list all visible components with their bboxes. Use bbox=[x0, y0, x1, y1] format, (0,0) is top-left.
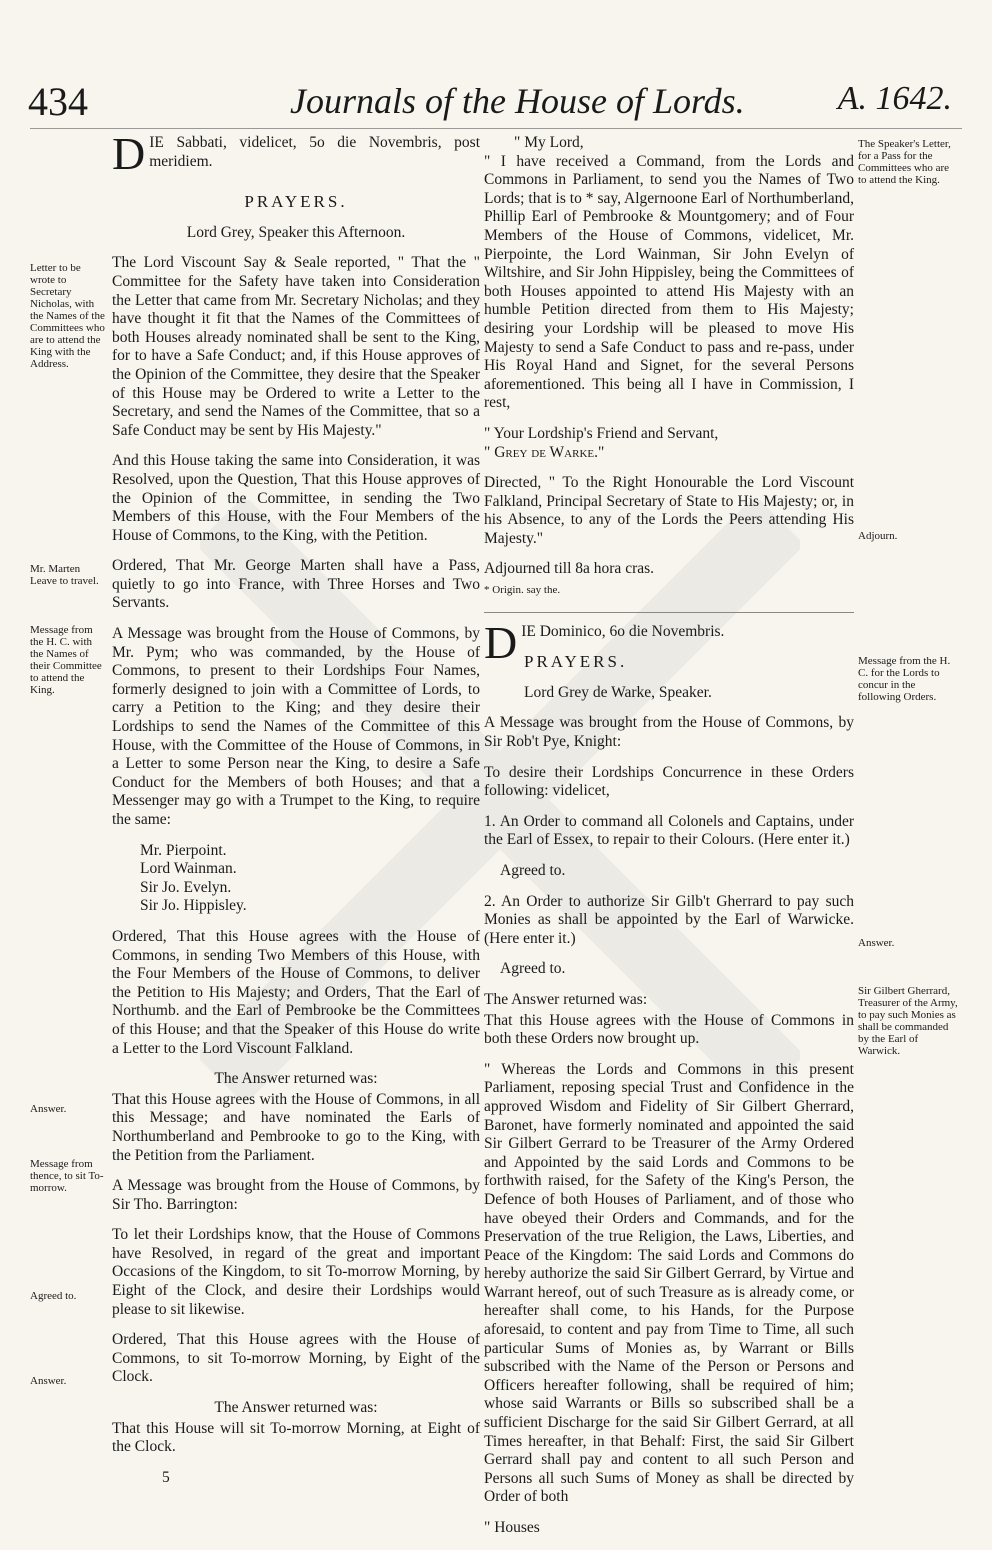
session-date: IE Sabbati, videlicet, 5o die Novembris, post meridiem. bbox=[149, 134, 480, 170]
paragraph: The Answer returned was: bbox=[484, 990, 648, 1008]
margin-note: Message from the H. C. for the Lords to concur in the following Orders. bbox=[858, 655, 951, 703]
paragraph: Agreed to. bbox=[500, 960, 566, 978]
paragraph: Ordered, That this House agrees with the House of Commons, in sending Two Members of this House, with the Four Members of the House of Commons, to deliver the Petition to His Majesty; and Orders, That the Earl of Northumb. and the Earl of Pembrooke be the Committees of this House; and that the Speaker of this House do write a Letter to the Lord Viscount Falkland. bbox=[112, 927, 480, 1057]
speaker-line: Lord Grey, Speaker this Afternoon. bbox=[186, 223, 406, 241]
adjourned-line: Adjourned till 8a hora cras. bbox=[484, 560, 655, 578]
margin-note: Answer. bbox=[858, 937, 895, 949]
footnote: * Origin. say the. bbox=[484, 584, 561, 597]
page-number: 434 bbox=[28, 79, 88, 124]
header-rule bbox=[30, 128, 962, 129]
paragraph: That this House agrees with the House of Commons, in all this Message; and have nominated the Earls of Northumberland and Pembrooke to go to the King, with the Petition from the Parliament. bbox=[112, 1090, 480, 1164]
paragraph: That this House agrees with the House of Commons in both these Orders now brought up. bbox=[484, 1011, 854, 1048]
committee-names bbox=[140, 842, 480, 916]
prayers-heading: PRAYERS. bbox=[524, 652, 628, 672]
committee-name: Lord Wainman. bbox=[140, 860, 237, 878]
committee-name: Mr. Pierpoint. bbox=[140, 841, 227, 859]
salutation: " My Lord, bbox=[514, 134, 584, 151]
paragraph: The Answer returned was: bbox=[214, 1070, 378, 1088]
section-divider bbox=[484, 612, 854, 613]
paragraph: A Message was brought from the House of Commons, by Sir Rob't Pye, Knight: bbox=[484, 714, 854, 751]
page-title: Journals of the House of Lords. bbox=[290, 81, 745, 121]
margin-note: The Speaker's Letter, for a Pass for the Committees who are to attend the King. bbox=[858, 138, 951, 186]
page-year: A. 1642. bbox=[837, 80, 952, 117]
right-column bbox=[484, 134, 854, 1550]
prayers-heading: PRAYERS. bbox=[244, 192, 348, 212]
paragraph: Agreed to. bbox=[500, 862, 566, 879]
session-date: IE Dominico, 6o die Novembris. bbox=[521, 622, 725, 640]
letter-closing: " Your Lordship's Friend and Servant, bbox=[484, 424, 719, 442]
paragraph: And this House taking the same into Consideration, it was Resolved, upon the Question, That this House approves of the Opinion of the Committee, in sending the Two Members of this House, with the Four Members of the House of Commons, to the King, with the Petition. bbox=[112, 452, 480, 544]
drop-cap: D bbox=[112, 128, 146, 179]
paragraph: Ordered, That Mr. George Marten shall have a Pass, quietly to go into France, with Three Horses and Two Servants. bbox=[112, 557, 480, 612]
margin-note: Message from the H. C. with the Names of their Committee to attend the King. bbox=[30, 624, 102, 696]
left-column bbox=[112, 128, 480, 1499]
margin-note: Letter to be wrote to Secretary Nicholas, with the Names of the Committees who are to attend the King with the Address. bbox=[30, 262, 105, 370]
letter-body: " I have received a Command, from the Lords and Commons in Parliament, to send you the Names of Two Lords; that is to * say, Algernoone Earl of Northumberland, Phillip Earl of Pembrooke & Mountgomery; and of Four Members of the House of Commons, videlicet, Mr. Pierpointe, the Lord Wainman, Sir John Evelyn of Wiltshire, and Sir John Hippisley, being the Committees of both Houses appointed to attend His Majesty with an humble Petition directed from them to His Majesty; desiring your Lordship will be pleased to move His Majesty to send a Safe Conduct to pass and re-pass, under His Royal Hand and Signet, for the several Persons aforementioned. This being all I have in Commission, I rest, bbox=[484, 152, 854, 412]
drop-cap: D bbox=[484, 616, 518, 668]
committee-name: Sir Jo. Hippisley. bbox=[140, 897, 247, 915]
paragraph: To let their Lordships know, that the House of Commons have Resolved, in regard of the great and important Occasions of the Kingdom, to sit To-morrow Morning, by Eight of the Clock, and desire their Lordships would please to sit likewise. bbox=[112, 1226, 480, 1318]
margin-note: Answer. bbox=[30, 1375, 67, 1387]
letter-signature: " Grey de Warke." bbox=[484, 443, 605, 461]
margin-note: Answer. bbox=[30, 1103, 67, 1115]
paragraph: That this House will sit To-morrow Morning, at Eight of the Clock. bbox=[112, 1419, 480, 1456]
letter-direction: Directed, " To the Right Honourable the Lord Viscount Falkland, Principal Secretary of State to His Majesty; or, in his Absence, to any of the Lords the Peers attending His Majesty." bbox=[484, 474, 854, 547]
paragraph: Ordered, That this House agrees with the House of Commons, to sit To-morrow Morning, by Eight of the Clock. bbox=[112, 1331, 480, 1386]
speaker-line: Lord Grey de Warke, Speaker. bbox=[524, 683, 712, 701]
margin-note: Adjourn. bbox=[858, 530, 898, 542]
margin-note: Mr. Marten Leave to travel. bbox=[30, 563, 99, 587]
paragraph: " Whereas the Lords and Commons in this present Parliament, reposing special Trust and Confidence in the approved Wisdom and Fidelity of Sir Gilbert Gherrard, Baronet, have formerly nominated and appointed the said Sir Gilbert Gerrard to be Treasurer of the Army Ordered and Appointed by the said Lords and Commons to be forthwith raised, for the Safety of the King's Person, the Defence of both Houses of Parliament, and of those who have obeyed their Orders and Commands, and for the Preservation of the true Religion, the Laws, Liberties, and Peace of the Kingdom: The said Lords and Commons do hereby authorize the said Sir Gilbert Gerrard, by Virtue and Warrant hereof, out of such Treasure as is already come, or hereafter shall come, to his Hands, for the Purpose aforesaid, to content and pay from Time to Time, all such particular Sums of Monies as, by Warrant or Bills subscribed with the Name of the Person or Persons and Officers hereafter following, shall be required of him; whose said Warrants or Bills so subscribed shall be a sufficient Discharge for the said Sir Gilbert Gerrard, at all Times hereafter, in that Behalf: First, the said Sir Gilbert Gerrard shall pay and content to all such Person and Persons all such Sums of Money as shall be directed by Order of both bbox=[484, 1060, 854, 1506]
paragraph: A Message was brought from the House of Commons, by Sir Tho. Barrington: bbox=[112, 1177, 480, 1213]
signature-mark: 5 bbox=[162, 1468, 170, 1486]
catchword: " Houses bbox=[484, 1519, 540, 1536]
paragraph: 2. An Order to authorize Sir Gilb't Gherrard to pay such Monies as shall be appointed by the Earl of Warwicke. (Here enter it.) bbox=[484, 892, 854, 947]
paragraph: The Lord Viscount Say & Seale reported, " That the " Committee for the Safety have taken into Consideration the Letter that came from Mr. Secretary Nicholas; and they have thought it fit that the Names of the Committees of both Houses already nominated shall be sent to the King, for to have a Safe Conduct; and, if this House approves of the Opinion of the Committee, they desire that the Speaker of this House may be Ordered to write a Letter to the Secretary, and send the Names of the Committee, that so a Safe Conduct may be sent by His Majesty." bbox=[112, 254, 480, 439]
margin-note: Sir Gilbert Gherrard, Treasurer of the Army, to pay such Monies as shall be commanded by the Earl of Warwick. bbox=[858, 985, 958, 1057]
committee-name: Sir Jo. Evelyn. bbox=[140, 878, 232, 896]
paragraph: To desire their Lordships Concurrence in these Orders following: videlicet, bbox=[484, 763, 854, 800]
margin-note: Message from thence, to sit To-morrow. bbox=[30, 1158, 104, 1194]
paragraph: The Answer returned was: bbox=[214, 1399, 378, 1417]
paragraph: 1. An Order to command all Colonels and Captains, under the Earl of Essex, to repair to their Colours. (Here enter it.) bbox=[484, 812, 854, 849]
margin-note: Agreed to. bbox=[30, 1290, 77, 1302]
paragraph: A Message was brought from the House of Commons, by Mr. Pym; who was commanded, by the House of Commons, to present to their Lordships Four Names, formerly designed to join with a Committee of Lords, to carry a Petition to the King; and they desire their Lordships to send the Names of the Committee of this House, with the Committee of the House of Commons, in a Letter to some Person near the King, to desire a Safe Conduct for the Members of both Houses; and that a Messenger may go with a Trumpet to the King, to require the same: bbox=[112, 625, 480, 828]
